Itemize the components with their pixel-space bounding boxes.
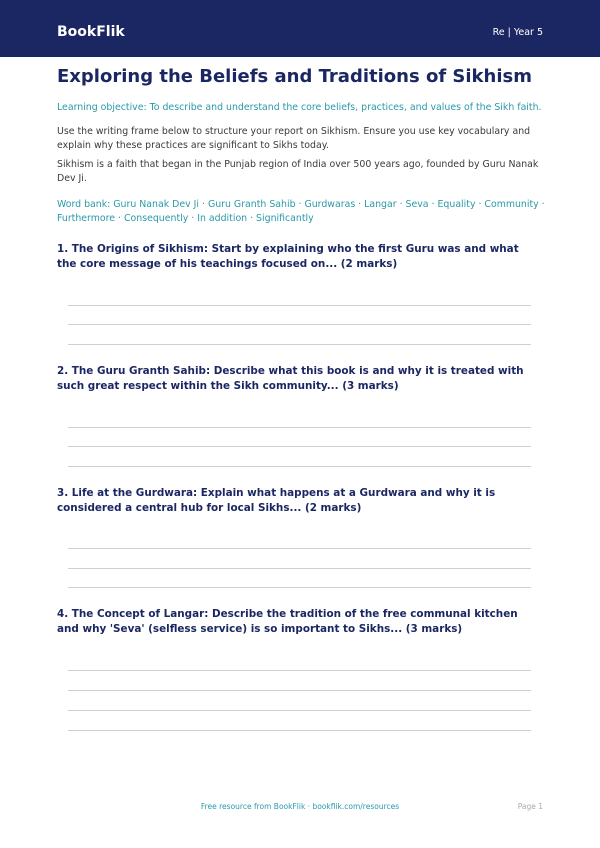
answer-line[interactable] bbox=[68, 427, 531, 428]
answer-line[interactable] bbox=[68, 587, 531, 588]
answer-line[interactable] bbox=[68, 305, 531, 306]
answer-line[interactable] bbox=[68, 690, 531, 691]
answer-line[interactable] bbox=[68, 568, 531, 569]
header-bar bbox=[0, 0, 600, 57]
answer-line[interactable] bbox=[68, 344, 531, 345]
word-bank: Word bank: Guru Nanak Dev Ji · Guru Granth Sahib · Gurdwaras · Langar · Seva · Equality · Community · Furthermore · Consequently · In addition · Significantly bbox=[57, 199, 545, 224]
answer-line[interactable] bbox=[68, 446, 531, 447]
answer-line[interactable] bbox=[68, 324, 531, 325]
question-4: 4. The Concept of Langar: Describe the tradition of the free communal kitchen and why 'Seva' (selfless service) is so important to Sikhs... (3 marks) bbox=[57, 608, 518, 635]
answer-line[interactable] bbox=[68, 710, 531, 711]
page-number: Page 1 bbox=[517, 802, 543, 811]
intro-text: Sikhism is a faith that began in the Punjab region of India over 500 years ago, founded by Guru Nanak Dev Ji. bbox=[57, 159, 539, 184]
question-1: 1. The Origins of Sikhism: Start by explaining who the first Guru was and what the core message of his teachings focused on... (2 marks) bbox=[57, 243, 519, 270]
learning-objective: Learning objective: To describe and understand the core beliefs, practices, and values of the Sikh faith. bbox=[57, 102, 542, 113]
page-title: Exploring the Beliefs and Traditions of Sikhism bbox=[57, 66, 532, 87]
footer-resource-text: Free resource from BookFlik · bookflik.com/resources bbox=[200, 802, 400, 811]
subject-year-label: Re | Year 5 bbox=[492, 27, 543, 38]
brand-logo-text: BookFlik bbox=[57, 24, 125, 40]
question-2: 2. The Guru Granth Sahib: Describe what this book is and why it is treated with such great respect within the Sikh community... (3 marks) bbox=[57, 365, 524, 392]
answer-line[interactable] bbox=[68, 548, 531, 549]
answer-line[interactable] bbox=[68, 466, 531, 467]
answer-line[interactable] bbox=[68, 730, 531, 731]
question-3: 3. Life at the Gurdwara: Explain what happens at a Gurdwara and why it is considered a central hub for local Sikhs... (2 marks) bbox=[57, 487, 496, 514]
instructions-text: Use the writing frame below to structure your report on Sikhism. Ensure you use key vocabulary and explain why these practices are significant to Sikhs today. bbox=[57, 126, 531, 151]
answer-line[interactable] bbox=[68, 670, 531, 671]
